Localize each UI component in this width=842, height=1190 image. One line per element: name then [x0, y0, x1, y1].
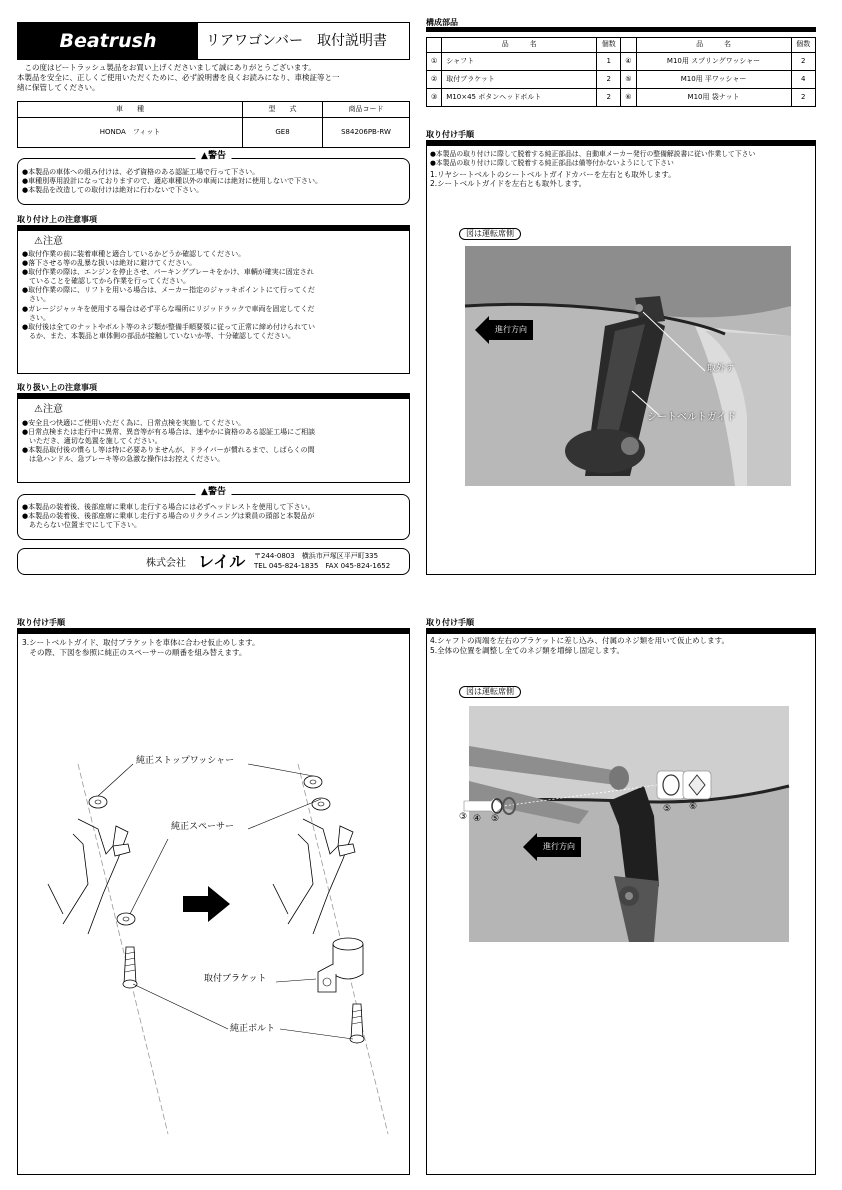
part-marker-5: ⑤: [491, 814, 500, 824]
company-address: 〒244-0803 横浜市戸塚区平戸町335: [254, 552, 379, 560]
note-line: は急ハンドル、急ブレーキ等の急激な操作はお控えください。: [22, 455, 225, 464]
code-header: 商品コード: [323, 102, 410, 118]
proc-line: 1.リヤシートベルトのシートベルトガイドカバーを左右とも取外します。: [430, 169, 676, 179]
caution-icon: ⚠: [34, 404, 43, 415]
warning-line: ●本製品の装着後、後部座席に乗車し走行する場合には必ずヘッドレストを使用して下さい。: [22, 503, 315, 511]
note-line: ●取付作業の前に装着車種と適合しているかどうか確認してください。: [22, 250, 246, 258]
part-name: M10用 袋ナット: [636, 89, 791, 107]
spacer-order-diagram: [18, 734, 411, 1154]
company-name: レイル: [198, 552, 246, 571]
direction-arrow: [523, 836, 581, 858]
part-marker-5b: ⑤: [663, 804, 672, 814]
part-qty: 2: [791, 89, 815, 107]
part-qty: 2: [791, 53, 815, 71]
type-cell: GE8: [243, 118, 323, 148]
handling-notes-box: [17, 398, 410, 483]
parts-col-qty: 個数: [597, 38, 621, 53]
note-line: ていることを確認してから作業を行ってください。: [22, 277, 190, 286]
intro-line: 本製品を安全に、正しくご使用いただくために、必ず説明書を良くお読みになり、車検証等と一: [17, 72, 340, 82]
part-marker-4: ④: [473, 814, 482, 824]
remove-label: 取外す: [707, 364, 735, 374]
install-caution-title: ⚠注意: [34, 236, 63, 247]
part-name: M10用 スプリングワッシャー: [636, 53, 791, 71]
direction-arrow: [475, 319, 533, 341]
proc-line: 4.シャフトの両端を左右のブラケットに差し込み、付属のネジ類を用いて仮止めします。: [430, 636, 729, 645]
parts-col-name: 品 名: [636, 38, 791, 53]
header-box: [17, 22, 410, 60]
part-qty: 4: [791, 71, 815, 89]
label-bracket: 取付ブラケット: [204, 974, 267, 984]
part-name: M10×45 ボタンヘッドボルト: [442, 89, 597, 107]
code-cell: S84206PB-RW: [323, 118, 410, 148]
note-line: ●安全且つ快適にご使用いただく為に、日常点検を実施してください。: [22, 419, 246, 427]
proc-line: ●本製品の取り付けに際して脱着する純正部品は、自動車メーカー発行の整備解説書に従い作業して下さい: [430, 150, 756, 158]
parts-table: [426, 37, 816, 107]
warning-line: ●車種別専用設計になっておりますので、適応車種以外の車両には絶対に使用しないで下さい。: [22, 177, 322, 186]
label-spacer: 純正スペーサー: [171, 822, 235, 832]
seatbelt-guide-photo: [465, 246, 791, 486]
guide-label: シートベルトガイド: [647, 412, 737, 423]
warning-line: ●本製品の装着後、後部座席に乗車し走行する場合のリクライニングは乗員の頭部と本製品が: [22, 512, 315, 521]
note-line: ●落下させる等の乱暴な扱いは絶対に避けてください。: [22, 259, 197, 268]
seatbelt-guide-illustration: [465, 246, 791, 486]
company-prefix: 株式会社: [146, 558, 186, 569]
warning-title: 警告: [207, 487, 226, 497]
warning-icon: ▲: [201, 487, 208, 497]
proc-line: 5.全体の位置を調整し全てのネジ類を増締し固定します。: [430, 645, 625, 655]
label-bolt: 純正ボルト: [230, 1024, 276, 1034]
page-title: リアワゴンバー 取付説明書: [206, 33, 388, 49]
proc4-header: 取り付け手順: [426, 618, 816, 633]
label-stop-washer: 純正ストップワッシャー: [136, 756, 235, 766]
part-number: ④: [621, 53, 636, 71]
note-line: ●取付後は全てのナットやボルト等のネジ類が整備手順要領に従って正常に締め付けられてい: [22, 322, 315, 331]
note-line: ●取付作業の際は、エンジンを停止させ、パーキングブレーキをかけ、車輌が確実に固定され: [22, 268, 314, 277]
part-number: ②: [427, 71, 442, 89]
warning-title: 警告: [207, 151, 226, 161]
vehicle-table: [17, 101, 410, 148]
table-row: [427, 53, 816, 71]
note-line: さい。: [22, 313, 50, 322]
parts-header: 構成部品: [426, 18, 816, 32]
table-row: [427, 71, 816, 89]
company-phone: TEL 045-824-1835 FAX 045-824-1652: [254, 562, 391, 570]
install-notes-box: [17, 230, 410, 374]
warning-line: あたらない位置までにして下さい。: [22, 521, 141, 530]
vehicle-header: 車 種: [18, 102, 243, 118]
warning-line: ●本製品を改造しての取付けは絶対に行わないで下さい。: [22, 186, 204, 195]
part-name: M10用 平ワッシャー: [636, 71, 791, 89]
proc-line: 3.シートベルトガイド、取付ブラケットを車体に合わせ仮止めします。: [22, 638, 260, 647]
note-line: ●日常点検または走行中に異常、異音等が有る場合は、速やかに資格のある認証工場にご相談: [22, 428, 316, 437]
photo-tag: 図は運転席側: [459, 228, 521, 240]
part-marker-3: ③: [459, 812, 468, 822]
part-qty: 1: [597, 53, 621, 71]
type-header: 型 式: [243, 102, 323, 118]
proc1-header: 取り付け手順: [426, 130, 816, 145]
proc-line: その際、下図を参照に純正のスペーサーの順番を組み替えます。: [22, 647, 247, 657]
parts-col-qty: 個数: [791, 38, 815, 53]
note-line: ●取付作業の際に、リフトを用いる場合は、メーカー指定のジャッキポイントにて行ってくだ: [22, 286, 315, 295]
intro-line: 緒に保管してください。: [17, 82, 100, 92]
part-number: ⑥: [621, 89, 636, 107]
note-line: さい。: [22, 295, 50, 304]
bar-mount-illustration: [469, 706, 789, 942]
bar-mount-photo: [459, 706, 789, 942]
note-line: ●本製品取付後の慣らし等は特に必要ありませんが、ドライバーが慣れるまで、しばらくの間: [22, 446, 315, 455]
table-row: [427, 89, 816, 107]
part-marker-6: ⑥: [689, 802, 698, 812]
part-number: ③: [427, 89, 442, 107]
note-line: ●ガレージジャッキを使用する場合は必ず平らな場所にリジッドラックで車両を固定してくだ: [22, 304, 315, 313]
warning-box-2: [17, 487, 410, 540]
handling-caution-title: ⚠注意: [34, 404, 63, 415]
part-qty: 2: [597, 89, 621, 107]
proc4-box: [426, 633, 816, 1175]
parts-col-name: 品 名: [442, 38, 597, 53]
warning-box-1: [17, 151, 410, 205]
part-number: ⑤: [621, 71, 636, 89]
note-line: いただき、適切な処置を施してください。: [22, 437, 162, 446]
proc-line: 2.シートベルトガイドを左右とも取外します。: [430, 179, 587, 189]
proc3-header: 取り付け手順: [17, 618, 410, 633]
vehicle-cell: HONDA フィット: [18, 118, 243, 148]
handling-notes-header: 取り扱い上の注意事項: [17, 383, 410, 398]
company-box: [17, 548, 410, 575]
brand-logo: Beatrush: [18, 23, 198, 59]
part-name: 取付ブラケット: [442, 71, 597, 89]
intro-text: [17, 63, 412, 92]
photo-tag: 図は運転席側: [459, 686, 521, 698]
install-notes-header: 取り付け上の注意事項: [17, 215, 410, 230]
part-qty: 2: [597, 71, 621, 89]
warning-line: ●本製品の車体への組み付けは、必ず資格のある認証工場で行って下さい。: [22, 168, 260, 176]
direction-label: 進行方向: [489, 320, 533, 340]
proc3-box: [17, 633, 410, 1175]
warning-icon: ▲: [201, 151, 208, 161]
proc-line: ●本製品の取り付けに際して脱着する純正部品は備等付かないようにして下さい: [430, 158, 674, 167]
part-name: シャフト: [442, 53, 597, 71]
intro-line: この度はビートラッシュ製品をお買い上げくださいまして誠にありがとうございます。: [17, 63, 316, 72]
caution-icon: ⚠: [34, 236, 43, 247]
direction-label: 進行方向: [537, 837, 581, 857]
part-number: ①: [427, 53, 442, 71]
note-line: るか、また、本製品と車体側の部品が接触していないか等、十分確認してください。: [22, 331, 295, 340]
proc1-box: [426, 145, 816, 575]
